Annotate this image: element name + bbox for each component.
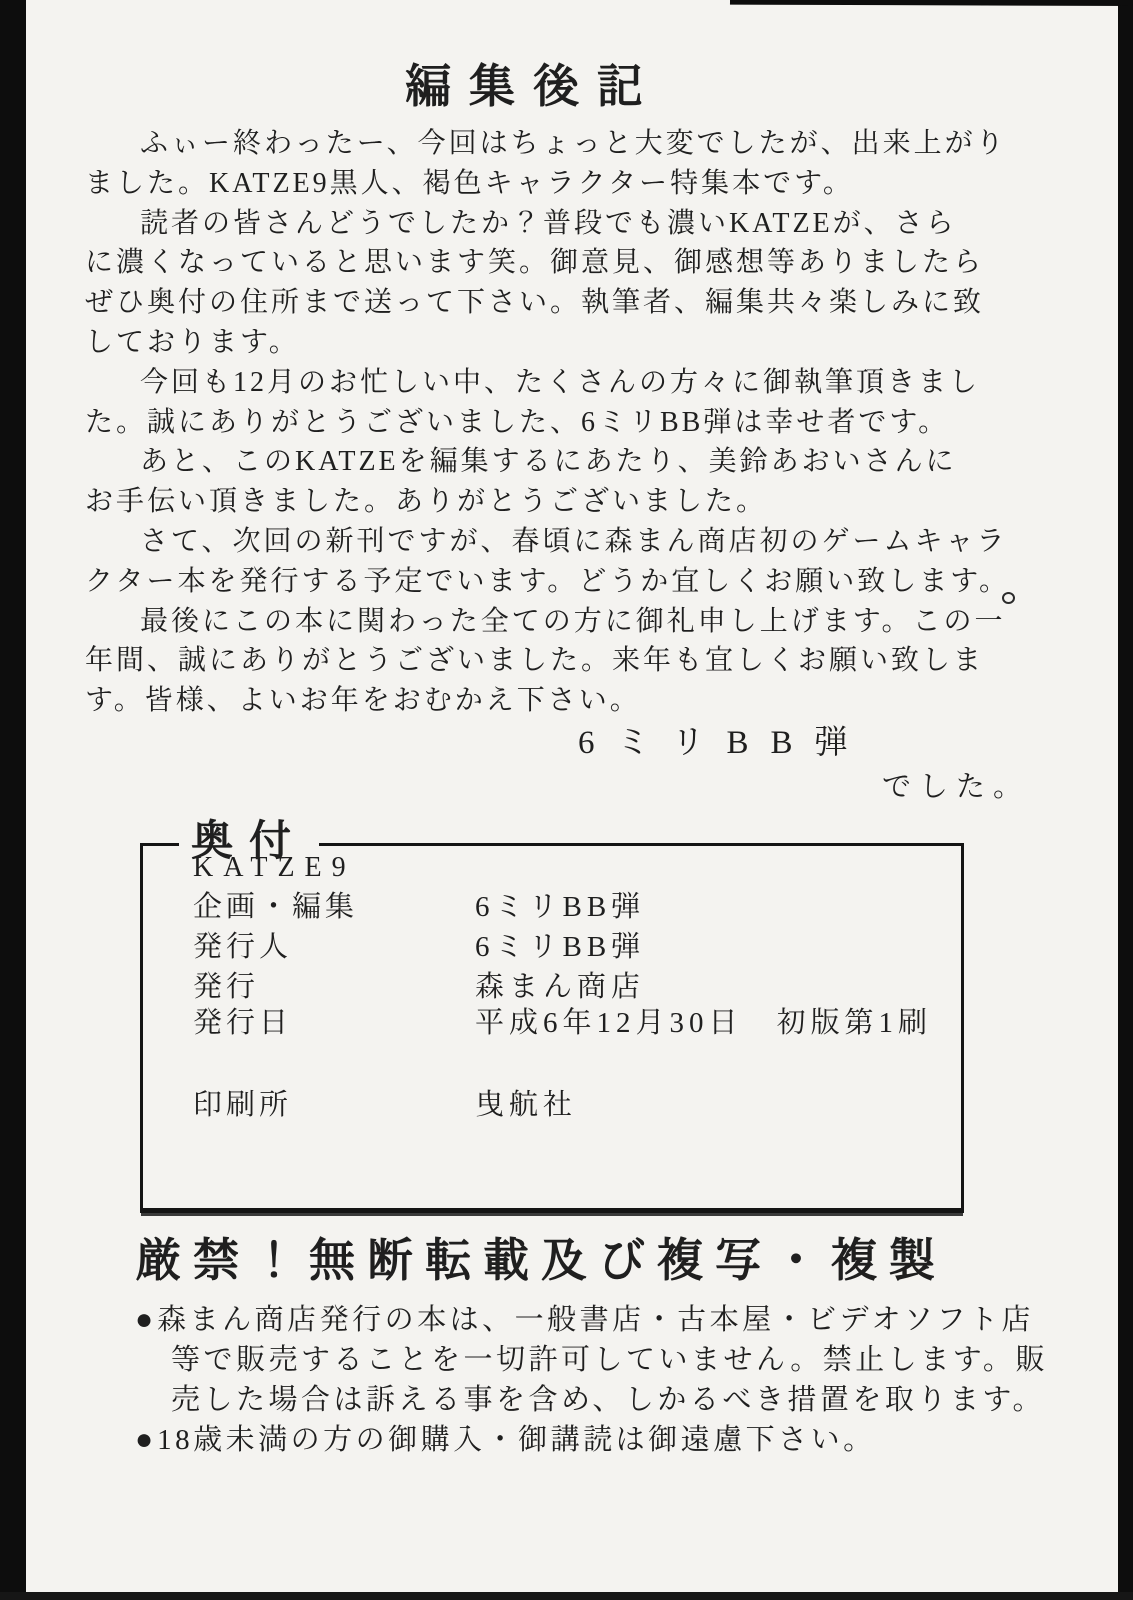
body-line: クター本を発行する予定でいます。どうか宜しくお願い致します。 [85,565,1010,597]
body-line: に濃くなっていると思います笑。御意見、御感想等ありましたら [85,247,985,279]
warning-line [135,1300,1035,1340]
scan-edge-top [730,0,1133,6]
warning-line-text: 等で販売することを一切許可していません。禁止します。販 [171,1344,1048,1376]
body-line: ました。KATZE9黒人、褐色キャラクター特集本です。 [85,167,854,199]
colophon-book-title: KATZE9 [193,852,356,883]
scan-edge-right [1118,0,1133,1600]
colophon-row-value: 6ミリBB弾 [475,931,646,963]
warning-line-text: 森まん商店発行の本は、一般書店・古本屋・ビデオソフト店 [157,1304,1035,1336]
warning-body [135,1300,1048,1460]
warning-line-text: 売した場合は訴える事を含め、しかるべき措置を取ります。 [171,1384,1046,1416]
colophon-legend: 奥付 [179,819,319,865]
body-line: ふぃー終わったー、今回はちょっと大変でしたが、出来上がり [140,128,1007,159]
page-title: 編集後記 [405,61,661,112]
scan-edge-left [0,0,26,1600]
warning-heading: 厳禁！無断転載及び複写・複製 [135,1235,947,1286]
body-line: す。皆様、よいお年をおむかえ下さい。 [85,685,641,717]
bullet-icon: ● [135,1303,154,1336]
colophon-row-label: 発行人 [193,931,293,963]
warning-line [135,1340,1048,1380]
colophon-row-label: 企画・編集 [193,891,359,923]
author-signature: 6ミリBB弾 [578,725,870,761]
colophon-row-label: 発行日 [193,1007,293,1039]
warning-line [135,1380,1046,1420]
afterword-body [85,124,1045,721]
body-line: お手伝い頂きました。ありがとうございました。 [85,486,768,518]
colophon-row-value: 森まん商店 [475,971,646,1003]
body-line: しております。 [85,326,300,358]
scan-edge-bottom [0,1592,1133,1600]
body-line: た。誠にありがとうございました、6ミリBB弾は幸せ者です。 [85,406,950,438]
colophon-row-label: 発行 [193,971,260,1003]
warning-line [135,1420,1035,1460]
body-line: 読者の皆さんどうでしたか？普段でも濃いKATZEが、さら [140,207,957,239]
colophon-row [193,884,645,925]
colophon-row-value: 曳航社 [475,1089,578,1121]
colophon-row-value: 6ミリBB弾 [475,891,646,923]
body-line: 最後にこの本に関わった全ての方に御礼申し上げます。この一 [140,605,1006,637]
body-line: 年間、誠にありがとうございました。来年も宜しくお願い致しま [85,645,985,677]
body-line: ぜひ奥付の住所まで送って下さい。執筆者、編集共々楽しみに致 [85,287,985,319]
colophon-row-value: 平成6年12月30日 初版第1刷 [475,1007,933,1039]
author-signature-suffix: でした。 [882,771,1031,803]
body-line: あと、このKATZEを編集するにあたり、美鈴あおいさんに [140,446,957,478]
warning-line-text: 18歳未満の方の御購入・御講読は御遠慮下さい。 [157,1424,876,1456]
body-line: 今回も12月のお忙しい中、たくさんの方々に御執筆頂きまし [140,366,981,398]
colophon-row [193,964,645,1005]
body-line: さて、次回の新刊ですが、春頃に森まん商店初のゲームキャラ [140,525,1008,557]
colophon-row [193,1000,932,1041]
colophon-row [193,924,645,965]
colophon-row-label: 印刷所 [193,1089,293,1121]
colophon-row [193,1082,577,1123]
colophon-box [140,819,964,1213]
bullet-icon: ● [135,1423,154,1456]
